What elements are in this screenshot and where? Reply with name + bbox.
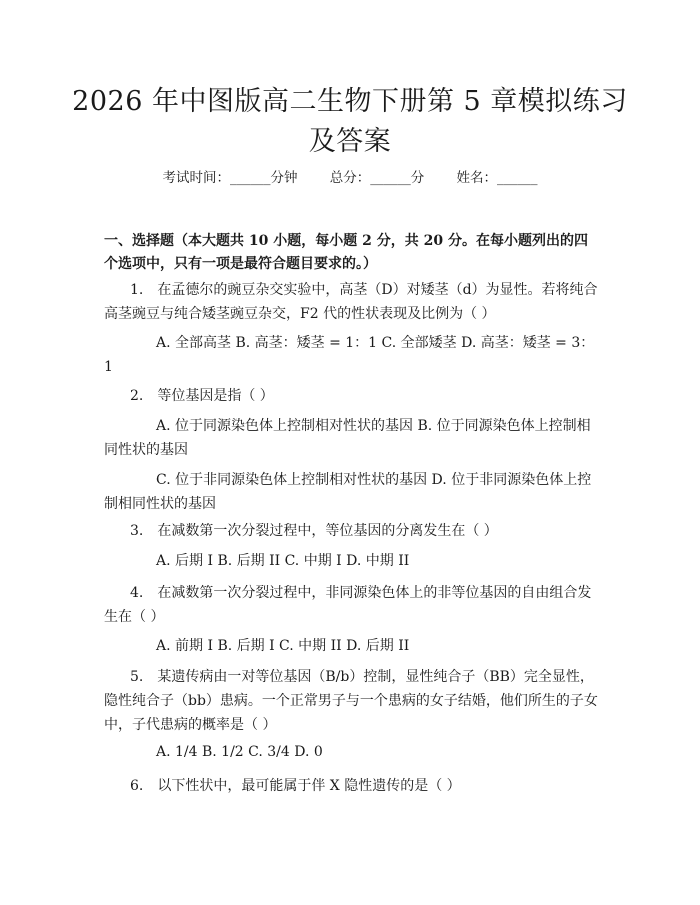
question-2: 2. 等位基因是指（ ） bbox=[130, 388, 274, 404]
question-5: 5. 某遗传病由一对等位基因（B/b）控制，显性纯合子（BB）完全显性，隐性纯合子（bb）患病。一个正常男子与一个患病的女子结婚，他们所生的子女中，子代患病的概率是（ ） bbox=[104, 669, 598, 733]
question-1: 1. 在孟德尔的豌豆杂交实验中，高茎（D）对矮茎（d）为显性。若将纯合高茎豌豆与纯合矮茎豌豆杂交，F2 代的性状表现及比例为（ ） bbox=[104, 282, 598, 322]
total-score: 总分：______分 bbox=[329, 170, 425, 186]
question-5-options: A. 1/4 B. 1/2 C. 3/4 D. 0 bbox=[156, 744, 323, 760]
question-2-options-ab: A. 位于同源染色体上控制相对性状的基因 B. 位于同源染色体上控制相同性状的基因 bbox=[104, 418, 591, 458]
section-heading: 一、选择题（本大题共 10 小题，每小题 2 分，共 20 分。在每小题列出的四个选项中，只有一项是最符合题目要求的。） bbox=[104, 233, 588, 272]
question-1-options: A. 全部高茎 B. 高茎：矮茎 = 1：1 C. 全部矮茎 D. 高茎：矮茎 = 3：1 bbox=[104, 335, 595, 375]
exam-meta bbox=[0, 168, 700, 188]
title-line-1: 2026 年中图版高二生物下册第 5 章模拟练习 bbox=[72, 86, 628, 117]
document-title bbox=[60, 82, 640, 162]
title-line-2: 及答案 bbox=[308, 126, 392, 157]
question-4: 4. 在减数第一次分裂过程中，非同源染色体上的非等位基因的自由组合发生在（ ） bbox=[104, 585, 592, 625]
question-6: 6. 以下性状中，最可能属于伴 X 隐性遗传的是（ ） bbox=[130, 778, 461, 794]
exam-time: 考试时间：______分钟 bbox=[162, 170, 298, 186]
question-2-options-cd: C. 位于非同源染色体上控制相对性状的基因 D. 位于非同源染色体上控制相同性状的基因 bbox=[104, 472, 592, 512]
question-4-options: A. 前期 I B. 后期 I C. 中期 II D. 后期 II bbox=[156, 638, 410, 654]
question-3-options: A. 后期 I B. 后期 II C. 中期 I D. 中期 II bbox=[156, 553, 410, 569]
question-3: 3. 在减数第一次分裂过程中，等位基因的分离发生在（ ） bbox=[130, 523, 498, 539]
student-name: 姓名：______ bbox=[456, 170, 538, 186]
